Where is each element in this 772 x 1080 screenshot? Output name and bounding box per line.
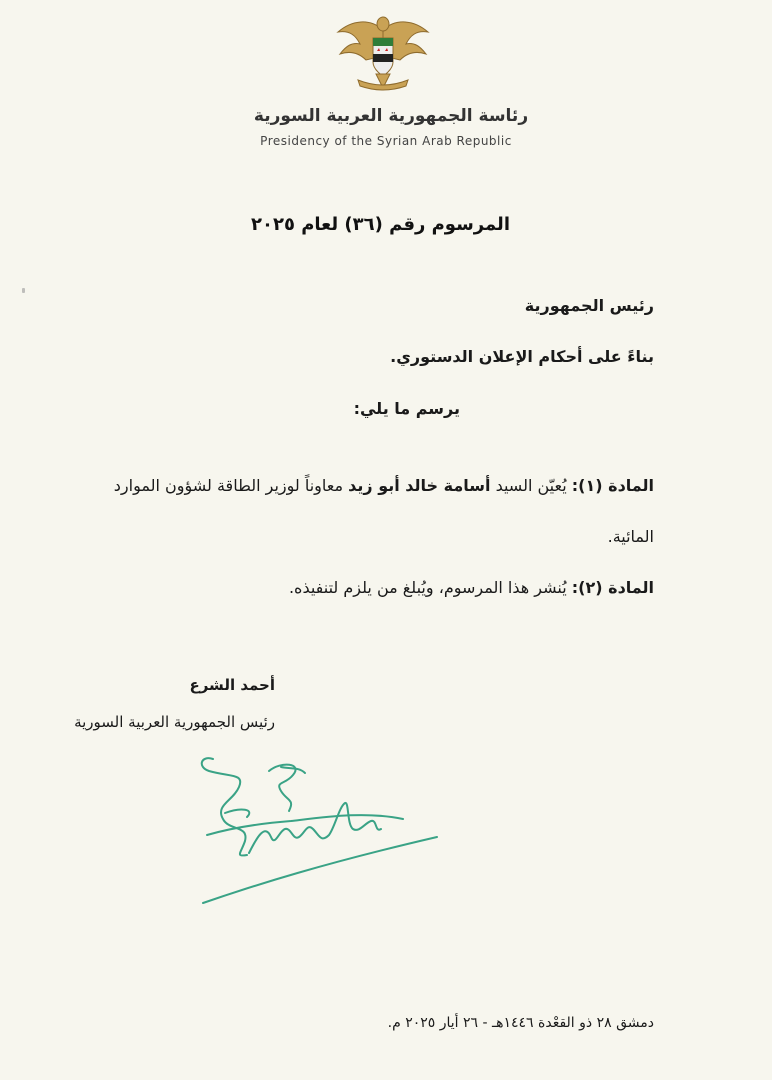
handwritten-signature bbox=[195, 745, 445, 910]
signatory-title: رئيس الجمهورية العربية السورية bbox=[74, 713, 275, 731]
article-1-continuation: المائية. bbox=[607, 527, 654, 546]
decree-title: المرسوم رقم (٣٦) لعام ٢٠٢٥ bbox=[251, 214, 510, 235]
header-english: Presidency of the Syrian Arab Republic bbox=[260, 134, 512, 148]
based-on-line: بناءً على أحكام الإعلان الدستوري. bbox=[390, 347, 654, 366]
article-1-label: المادة (١): bbox=[571, 476, 654, 495]
header-arabic: رئاسة الجمهورية العربية السورية bbox=[253, 106, 529, 126]
article-1-post: معاوناً لوزير الطاقة لشؤون الموارد bbox=[113, 476, 349, 495]
president-line: رئيس الجمهورية bbox=[524, 296, 654, 315]
article-1 bbox=[114, 476, 654, 495]
article-1-pre: يُعيّن السيد bbox=[490, 476, 572, 495]
appointee-name: أسامة خالد أبو زيد bbox=[348, 476, 491, 495]
signatory-name: أحمد الشرع bbox=[189, 676, 275, 694]
article-2-text: يُنشر هذا المرسوم، ويُبلغ من يلزم لتنفيذه. bbox=[288, 578, 572, 597]
article-2 bbox=[289, 578, 654, 597]
paper-speck bbox=[22, 288, 25, 293]
footer-date: دمشق ٢٨ ذو القعْدة ١٤٤٦هـ - ٢٦ أيار ٢٠٢٥ م. bbox=[387, 1015, 654, 1031]
eagle-emblem-icon bbox=[330, 10, 436, 94]
decrees-line: يرسم ما يلي: bbox=[353, 399, 460, 418]
article-2-label: المادة (٢): bbox=[571, 578, 654, 597]
